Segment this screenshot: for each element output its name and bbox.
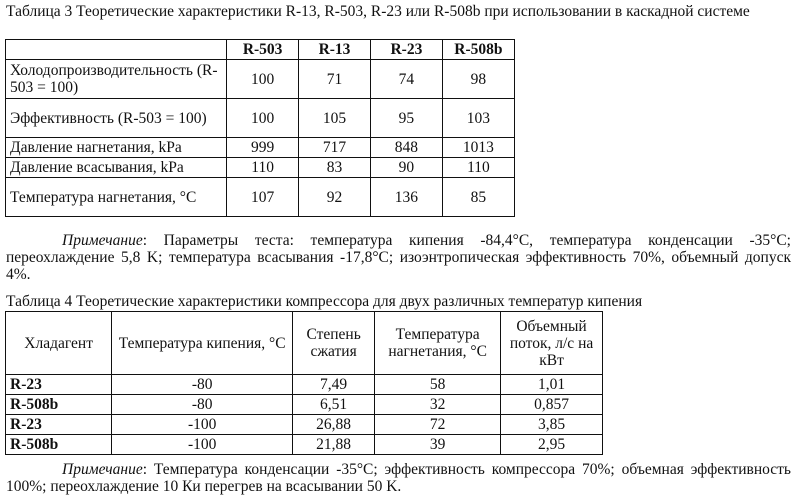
table-row [6, 415, 603, 435]
table-cell: 110 [227, 158, 299, 178]
table-cell: 83 [299, 158, 371, 178]
table3-header-cell: R-503 [227, 40, 299, 60]
row-label: Холодопроизводительность (R-503 = 100) [6, 60, 227, 99]
table-cell: 32 [375, 395, 501, 415]
table-cell: 95 [370, 99, 442, 138]
table-cell: 98 [442, 60, 514, 99]
table-cell: 105 [299, 99, 371, 138]
table4-header-cell: Температура нагнетания, °C [375, 312, 501, 375]
table-row [6, 375, 603, 395]
table4-note [6, 461, 791, 495]
table4 [5, 311, 603, 455]
row-label: Давление всасывания, kPa [6, 158, 227, 178]
table3-corner-cell [6, 40, 227, 60]
table4-header-cell: Температура кипения, °C [112, 312, 293, 375]
table3-caption: Таблица 3 Теоретические характеристики R-13, R-503, R-23 или R-508b при использовании в каскадной системе [6, 3, 750, 20]
table-row [6, 60, 515, 99]
table-cell: 90 [370, 158, 442, 178]
table-cell: 71 [299, 60, 371, 99]
table4-header-cell: Объемный поток, л/с на кВт [501, 312, 603, 375]
table-cell: 21,88 [293, 435, 375, 455]
table-cell: 72 [375, 415, 501, 435]
row-label: Эффективность (R-503 = 100) [6, 99, 227, 138]
table-cell: 92 [299, 178, 371, 217]
table-cell: 848 [370, 138, 442, 158]
table-cell: 3,85 [501, 415, 603, 435]
table-cell: 2,95 [501, 435, 603, 455]
note-text: : Температура конденсации -35°C; эффективность компрессора 70%; объемная эффективность 100%; переохлаждение 10 Ки перегрев на всасывании 50 K. [6, 461, 791, 495]
table-cell: 100 [227, 99, 299, 138]
table4-header-cell: Степень сжатия [293, 312, 375, 375]
note-lead: Примечание [62, 232, 143, 249]
table4-header-cell: Хладагент [6, 312, 112, 375]
note-lead: Примечание [62, 461, 143, 478]
row-label: Давление нагнетания, kPa [6, 138, 227, 158]
note-text: : Параметры теста: температура кипения -84,4°C, температура конденсации -35°C; переохлаждение 5,8 K; температура всасывания -17,8°C; изоэнтропическая эффективность 70%, объемный допуск 4%. [6, 232, 791, 283]
table-cell: 6,51 [293, 395, 375, 415]
table-row [6, 138, 515, 158]
table-cell: 26,88 [293, 415, 375, 435]
table3-header-row [6, 40, 515, 60]
table3-header-cell: R-508b [442, 40, 514, 60]
table-cell: -80 [112, 395, 293, 415]
table-cell: 7,49 [293, 375, 375, 395]
agent-cell: R-23 [6, 375, 112, 395]
table-cell: -80 [112, 375, 293, 395]
table3 [5, 39, 515, 217]
table-cell: 999 [227, 138, 299, 158]
table-cell: 0,857 [501, 395, 603, 415]
table-cell: 58 [375, 375, 501, 395]
table-row [6, 395, 603, 415]
table-row [6, 178, 515, 217]
table3-header-cell: R-13 [299, 40, 371, 60]
table-row [6, 99, 515, 138]
table-cell: 107 [227, 178, 299, 217]
table-cell: 85 [442, 178, 514, 217]
table4-header-row [6, 312, 603, 375]
table-row [6, 435, 603, 455]
agent-cell: R-23 [6, 415, 112, 435]
table-cell: 136 [370, 178, 442, 217]
table-cell: 1013 [442, 138, 514, 158]
table-cell: 717 [299, 138, 371, 158]
table-cell: -100 [112, 415, 293, 435]
table-cell: 100 [227, 60, 299, 99]
table-row [6, 158, 515, 178]
table4-caption: Таблица 4 Теоретические характеристики компрессора для двух различных температур кипения [6, 293, 643, 310]
table-cell: 39 [375, 435, 501, 455]
table-cell: 74 [370, 60, 442, 99]
table-cell: 1,01 [501, 375, 603, 395]
agent-cell: R-508b [6, 395, 112, 415]
table3-note [6, 232, 791, 283]
table-cell: 110 [442, 158, 514, 178]
table3-header-cell: R-23 [370, 40, 442, 60]
row-label: Температура нагнетания, °C [6, 178, 227, 217]
agent-cell: R-508b [6, 435, 112, 455]
table-cell: 103 [442, 99, 514, 138]
table-cell: -100 [112, 435, 293, 455]
